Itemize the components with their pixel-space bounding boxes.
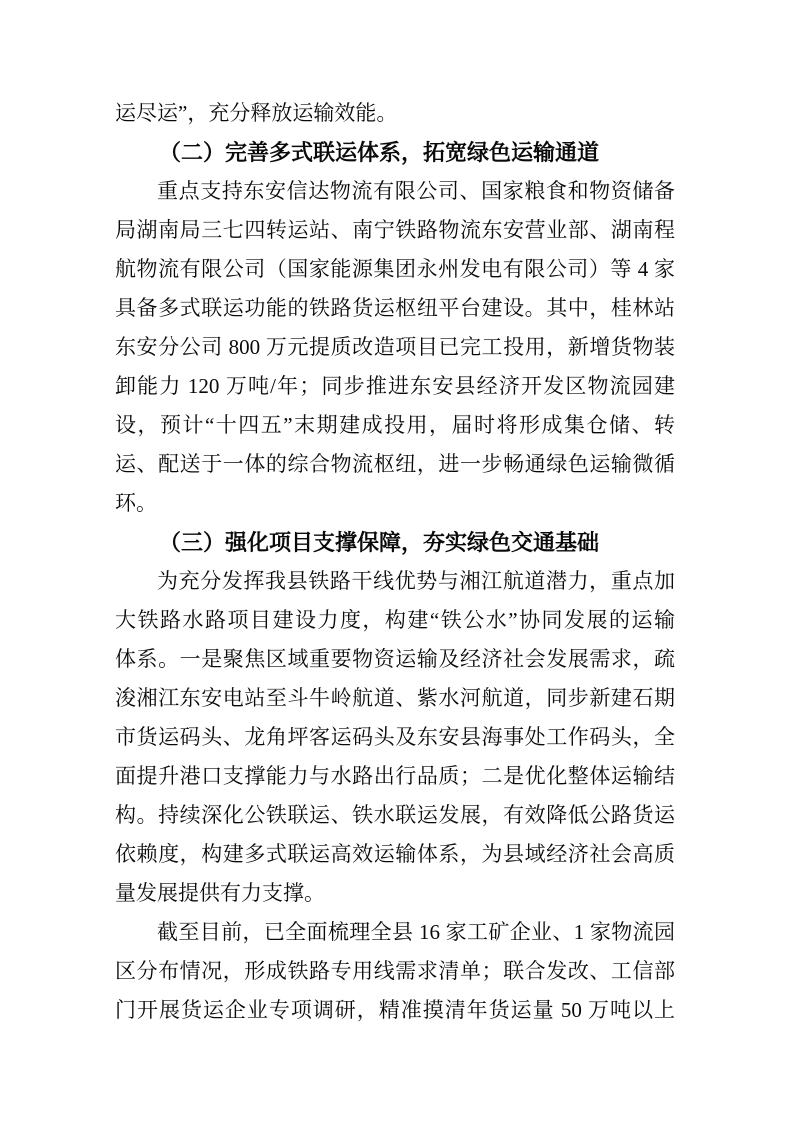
text-line: 浚湘江东安电站至斗牛岭航道、紫水河航道，同步新建石期: [115, 686, 675, 710]
text-line: 具备多式联运功能的铁路货运枢纽平台建设。其中，桂林站: [115, 296, 675, 320]
text-line: 区分布情况，形成铁路专用线需求清单；联合发改、工信部: [115, 959, 675, 983]
text-line: 构。持续深化公铁联运、铁水联运发展，有效降低公路货运: [115, 803, 675, 827]
text-line: 设，预计“十四五”末期建成投用，届时将形成集仓储、转: [115, 413, 675, 437]
text-line: 运尽运”，充分释放运输效能。: [115, 101, 398, 125]
text-line: 环。: [115, 491, 157, 515]
text-line: 重点支持东安信达物流有限公司、国家粮食和物资储备: [157, 179, 675, 203]
text-line: 东安分公司 800 万元提质改造项目已完工投用，新增货物装: [115, 335, 675, 359]
text-line: 依赖度，构建多式联运高效运输体系，为县域经济社会高质: [115, 842, 675, 866]
text-line: 局湖南局三七四转运站、南宁铁路物流东安营业部、湖南程: [115, 218, 675, 242]
text-line: 为充分发挥我县铁路干线优势与湘江航道潜力，重点加: [157, 569, 675, 593]
section-heading: （三）强化项目支撑保障，夯实绿色交通基础: [159, 530, 600, 555]
text-line: 卸能力 120 万吨/年；同步推进东安县经济开发区物流园建: [115, 374, 675, 398]
text-line: 市货运码头、龙角坪客运码头及东安县海事处工作码头，全: [115, 725, 675, 749]
text-line: 门开展货运企业专项调研，精准摸清年货运量 50 万吨以上: [115, 998, 675, 1022]
text-line: 大铁路水路项目建设力度，构建“铁公水”协同发展的运输: [115, 608, 675, 632]
text-line: 航物流有限公司（国家能源集团永州发电有限公司）等 4 家: [115, 257, 675, 281]
section-heading: （二）完善多式联运体系，拓宽绿色运输通道: [159, 140, 600, 165]
text-line: 面提升港口支撑能力与水路出行品质；二是优化整体运输结: [115, 764, 675, 788]
document-text-block: [115, 94, 675, 1030]
text-line: 截至目前，已全面梳理全县 16 家工矿企业、1 家物流园: [157, 920, 675, 944]
text-line: 运、配送于一体的综合物流枢纽，进一步畅通绿色运输微循: [115, 452, 675, 476]
text-line: 量发展提供有力支撑。: [115, 881, 325, 905]
text-line: 体系。一是聚焦区域重要物资运输及经济社会发展需求，疏: [115, 647, 675, 671]
